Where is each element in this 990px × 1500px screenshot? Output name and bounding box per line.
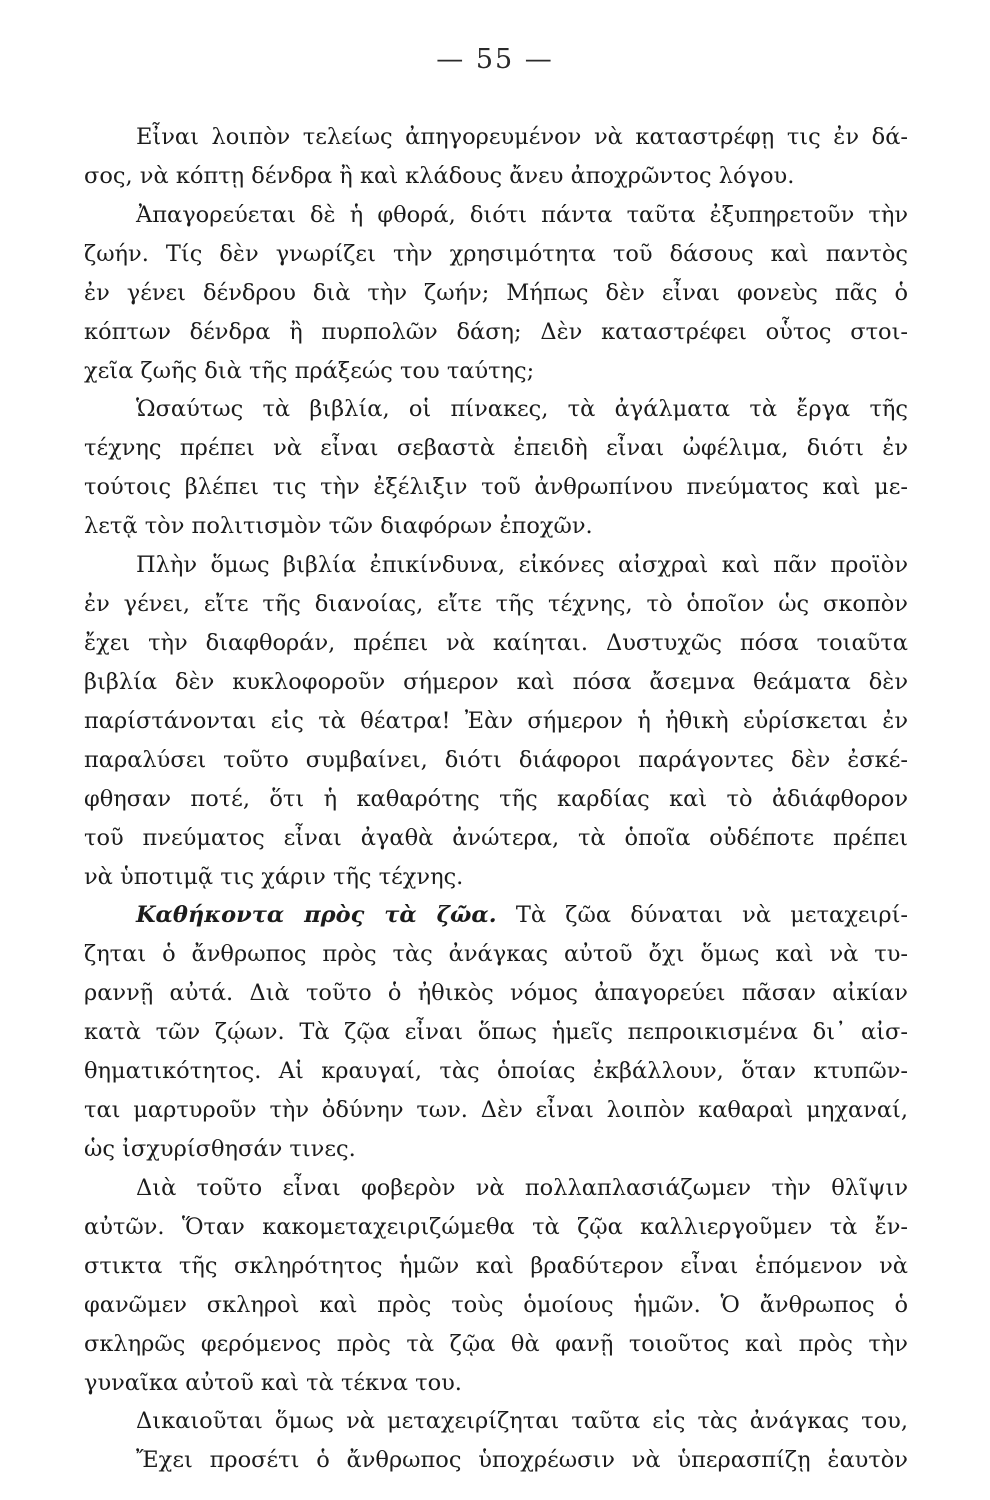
line-text: Εἶναι λοιπὸν τελείως ἀπηγορευμένον νὰ καταστρέφῃ τις ἐν δά-: [136, 124, 908, 150]
line-text: σκληρῶς φερόμενος πρὸς τὰ ζῷα θὰ φανῇ τοιοῦτος καὶ πρὸς τὴν: [84, 1330, 908, 1357]
line-text: γυναῖκα αὐτοῦ καὶ τὰ τέκνα του.: [84, 1369, 462, 1396]
text-line: [84, 858, 908, 897]
line-text: παρίστάνονται εἰς τὰ θέατρα! Ἐὰν σήμερον ἡ ἠθικὴ εὑρίσκεται ἐν: [84, 707, 908, 734]
text-line: [84, 196, 908, 235]
line-text: στικτα τῆς σκληρότητος ἡμῶν καὶ βραδύτερον εἶναι ἑπόμενον νὰ: [84, 1252, 908, 1279]
text-line: [84, 546, 908, 585]
text-line: [84, 1091, 908, 1130]
page-number: — 55 —: [436, 44, 554, 75]
line-text: ζηται ὁ ἄνθρωπος πρὸς τὰς ἀνάγκας αὐτοῦ ὄχι ὅμως καὶ νὰ τυ-: [84, 941, 908, 968]
text-line: [84, 352, 908, 391]
text-line: [84, 507, 908, 546]
text-line: [84, 741, 908, 780]
line-text: ἐν γένει δένδρου διὰ τὴν ζωήν; Μήπως δὲν εἶναι φονεὺς πᾶς ὁ: [84, 279, 908, 306]
text-line: [84, 1402, 908, 1441]
text-line: [84, 313, 908, 352]
line-text: ὡς ἰσχυρίσθησάν τινες.: [84, 1135, 356, 1162]
line-text: κόπτων δένδρα ἢ πυρπολῶν δάση; Δὲν καταστρέφει οὗτος στοι-: [84, 318, 908, 345]
line-text: βιβλία δὲν κυκλοφοροῦν σήμερον καὶ πόσα ἄσεμνα θεάματα δὲν: [84, 668, 908, 695]
text-line: [84, 274, 908, 313]
line-text: παραλύσει τοῦτο συμβαίνει, διότι διάφοροι παράγοντες δὲν ἐσκέ-: [84, 746, 908, 773]
text-line: [84, 780, 908, 819]
line-text: Διὰ τοῦτο εἶναι φοβερὸν νὰ πολλαπλασιάζωμεν τὴν θλῖψιν: [136, 1174, 908, 1201]
line-text: αὐτῶν. Ὅταν κακομεταχειριζώμεθα τὰ ζῷα καλλιεργοῦμεν τὰ ἔν-: [84, 1213, 908, 1240]
line-text: κατὰ τῶν ζῴων. Τὰ ζῷα εἶναι ὅπως ἡμεῖς πεπροικισμένα δι᾿ αἰσ-: [84, 1019, 908, 1046]
text-line: [84, 819, 908, 858]
text-line: [84, 896, 908, 935]
text-line: [84, 1441, 908, 1480]
text-line: [84, 624, 908, 663]
line-text: Πλὴν ὅμως βιβλία ἐπικίνδυνα, εἰκόνες αἰσχραὶ καὶ πᾶν προϊὸν: [136, 552, 908, 579]
text-line: [84, 935, 908, 974]
line-text: Ἀπαγορεύεται δὲ ἡ φθορά, διότι πάντα ταῦτα ἐξυπηρετοῦν τὴν: [136, 201, 908, 228]
page-text-body: [84, 118, 908, 1480]
text-line: [84, 1013, 908, 1052]
text-line: [84, 1130, 908, 1169]
line-text: Τὰ ζῶα δύναται νὰ μεταχειρί-: [496, 902, 908, 929]
line-text: σος, νὰ κόπτῃ δένδρα ἢ καὶ κλάδους ἄνευ ἀποχρῶντος λόγου.: [84, 162, 795, 189]
text-line: [84, 585, 908, 624]
text-line: [84, 157, 908, 196]
text-line: [84, 1247, 908, 1286]
line-text: τέχνης πρέπει νὰ εἶναι σεβαστὰ ἐπειδὴ εἶναι ὠφέλιμα, διότι ἐν: [84, 435, 908, 462]
line-text: χεῖα ζωῆς διὰ τῆς πράξεώς του ταύτης;: [84, 357, 535, 384]
line-text: φανῶμεν σκληροὶ καὶ πρὸς τοὺς ὁμοίους ἡμῶν. Ὁ ἄνθρωπος ὁ: [84, 1291, 908, 1318]
text-line: [84, 468, 908, 507]
text-line: [84, 118, 908, 157]
text-line: [84, 1169, 908, 1208]
text-line: [84, 429, 908, 468]
line-text: ραννῇ αὐτά. Διὰ τοῦτο ὁ ἠθικὸς νόμος ἀπαγορεύει πᾶσαν αἰκίαν: [84, 980, 908, 1007]
line-text: ἐν γένει, εἴτε τῆς διανοίας, εἴτε τῆς τέχνης, τὸ ὁποῖον ὡς σκοπὸν: [84, 591, 908, 618]
text-line: [84, 235, 908, 274]
line-text: Ἔχει προσέτι ὁ ἄνθρωπος ὑποχρέωσιν νὰ ὑπερασπίζῃ ἑαυτὸν: [136, 1447, 908, 1474]
line-text: τοῦ πνεύματος εἶναι ἀγαθὰ ἀνώτερα, τὰ ὁποῖα οὐδέποτε πρέπει: [84, 824, 908, 851]
section-heading: Καθήκοντα πρὸς τὰ ζῶα.: [136, 902, 497, 929]
line-text: φθησαν ποτέ, ὅτι ἡ καθαρότης τῆς καρδίας καὶ τὸ ἀδιάφθορον: [84, 785, 908, 812]
text-line: [84, 1208, 908, 1247]
line-text: λετᾷ τὸν πολιτισμὸν τῶν διαφόρων ἐποχῶν.: [84, 513, 593, 540]
text-line: [84, 1286, 908, 1325]
line-text: Ὡσαύτως τὰ βιβλία, οἱ πίνακες, τὰ ἀγάλματα τὰ ἔργα τῆς: [136, 396, 908, 423]
line-text: θηματικότητος. Αἱ κραυγαί, τὰς ὁποίας ἐκβάλλουν, ὅταν κτυπῶν-: [84, 1058, 908, 1085]
line-text: ζωήν. Τίς δὲν γνωρίζει τὴν χρησιμότητα τοῦ δάσους καὶ παντὸς: [84, 240, 908, 267]
line-text: νὰ ὑποτιμᾷ τις χάριν τῆς τέχνης.: [84, 863, 464, 890]
text-line: [84, 974, 908, 1013]
text-line: [84, 1325, 908, 1364]
text-line: [84, 702, 908, 741]
text-line: [84, 390, 908, 429]
text-line: [84, 663, 908, 702]
text-line: [84, 1052, 908, 1091]
text-line: [84, 1364, 908, 1403]
line-text: ἔχει τὴν διαφθοράν, πρέπει νὰ καίηται. Δυστυχῶς πόσα τοιαῦτα: [84, 629, 908, 656]
line-text: ται μαρτυροῦν τὴν ὀδύνην των. Δὲν εἶναι λοιπὸν καθαραὶ μηχαναί,: [84, 1097, 908, 1124]
line-text: Δικαιοῦται ὅμως νὰ μεταχειρίζηται ταῦτα εἰς τὰς ἀνάγκας του,: [136, 1408, 908, 1435]
line-text: τούτοις βλέπει τις τὴν ἐξέλιξιν τοῦ ἀνθρωπίνου πνεύματος καὶ με-: [84, 474, 908, 501]
